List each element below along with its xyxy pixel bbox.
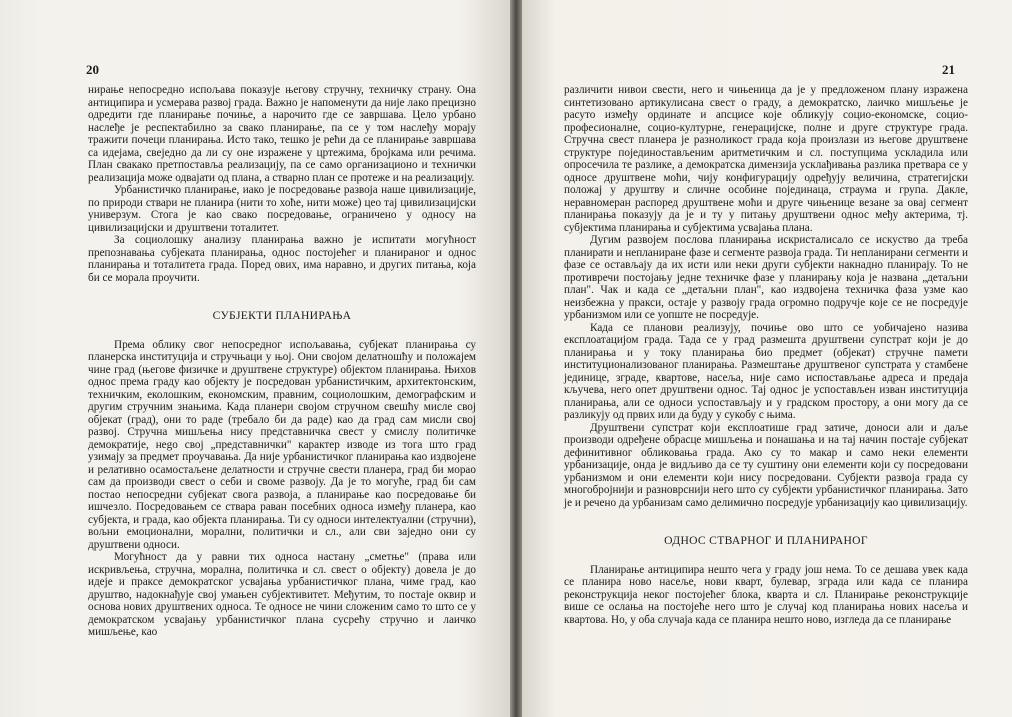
paragraph: Када се планови реализују, почиње ово што се уобичајено назива експлоатацијом града. Тада се у град размешта друштвени супстрат који је до планирања и у току планирања био предмет (објекат) стручне памети институционализованог планирања. Размештање друштвеног супстрата у стамбене јединице, зграде, квартове, насеља, није само испостављање адреса и предаја кључева, него опет друштвени однос. Тај однос је успостављен изван институција планирања, али се односи успостављају и у градском простору, а они могу да се разликују од првих или да буду у сукобу с њима.: [564, 321, 968, 421]
paragraph: Према облику свог непосредног испољавања, субјекат планирања су планерска институција и стручњаци у њој. Они својом делатношћу и положајем чине град (његове физичке и друштвене структуре) објектом планирања. Њихов однос према граду као објекту је посредован урбанистичким, архитектонским, техничким, еколошким, економским, правним, социолошким, демографским и другим стручним знањима. Када планери својом стручном свешћу мисле свој објекат (град), они то раде (требало би да раде) као да град сам мисли свој развој. Стручна мишљења нису представничка свест у смислу политичке демократије, нego свој „представнички" карактер изводе из тога што град узимају за предмет проучавања. Да није урбанистичког планирања као издвојене и релативно осамостаљене делатности и стручне свести планера, град би морао сам да производи свест о себи и своме развоју. Да је то могуће, град би сам постао непосредни субјекат свога развоја, а планирање као посредовање би ишчезло. Посредовањем се ствара раван посебних односа између планера, као субјекта, и града, као објекта планирања. Ти су односи интелектуални (стручни), вољни емоционални, морални, политички и сл., али сви заједно они су друштвени односи.: [88, 338, 476, 551]
book-gutter: [510, 0, 522, 717]
paragraph: различити нивои свести, него и чињеница да је у предложеном плану изражена синтетизовано артикулисана свест о граду, а демократско, лаичко мишљење је расуто између ординате и апсцисе које обликују социо-економске, социо-професионалне, социо-културне, генерацијске, полне и друге структуре града. Стручна свест планера је разноликост града која произлази из његове друштвене структуре појединостављеним аритметичким и сл. поступцима ускладила или опросечила те разлике, а демократска димензија усклађивања разлика претвара се у односе друштвене моћи, чију конфигурацију одређују величина, стратегијски положај у друштву и сличне особине појединаца, страума и група. Дакле, неравномеран распоред друштвене моћи и друге чињенице везане за овај сегмент планирања показују да је и ту у питању друштвени однос међу актерима, тј. субјектима планирања и субјектима усвајања плана.: [564, 84, 968, 234]
section-heading: ОДНОС СТВАРНОГ И ПЛАНИРАНОГ: [664, 534, 868, 547]
section-heading: СУБЈЕКТИ ПЛАНИРАЊА: [212, 309, 352, 322]
paragraph: Могућност да у равни тих односа настану „сметње" (права или искривљења, стручна, морална, политичка и сл. свест о објекту) довела је до идеје и праксе демократског усвајања урбанистичког плана, чиме град, као друштво, надокнађује свој умањен субјективитет. Међутим, то постаје оквир и основа нових друштвених односа. Те односе не чини сложеним само то што се у демократском усвајању урбанистичког плана сусрећу стручно и лаичко мишљење, као: [88, 551, 476, 638]
paragraph: За социолошку анализу планирања важно је испитати могућност препознавања субјеката планирања, однос постојећег и планираног и однос планирања и тоталитета града. Поред ових, има наравно, и других питања, која би се морала проучити.: [88, 234, 476, 284]
paragraph: Дугим развојем пословa планирања искристалисало се искуство да треба планирати и непланиране фазе и сегменте развоја града. Ти непланирани сегменти и фазе се остављају да их исти или неки други субјекти накнадно планирају. То не противречи постојању једне техничке фазе у планирању која је названа „детаљни план". Чак и када се „детаљни план", као издвојена техничка фаза узме као неизбежна у пракси, остаје у развоју града огромно подручје које се не посредује урбанизмом или се уопште не посредује.: [564, 234, 968, 321]
left-page-text: [88, 84, 476, 639]
right-page: [522, 0, 1012, 717]
paragraph: Урбанистичко планирање, иако је посредовање развоја наше цивилизације, по природи ствари не планира (нити то хоће, нити може) цео тај цивилизацијски универзум. Стога је као свако посредовање, ограничено у односу на цивилизацијски и друштвени тоталитет.: [88, 184, 476, 234]
page-number: 21: [942, 62, 955, 77]
right-page-text: [564, 84, 968, 626]
paragraph: Друштвени супстрат који експлоатише град затиче, доноси али и даље производи одређене обрасце мишљења и понашања и на тај начин постаје субјекат дефинитивног обликовања града. Ако су то макар и само неки елементи урбанизације, онда је видљиво да се ту суштину они елементи који су посредовани урбанизмом и они елементи који нису посредовани. Субјекти развоја града су многобројнији и разноврснији него што су субјекти урбанистичког планирања. Зато је и речено да урбанизам само делимично посредује урбанизацију као цивилизацију.: [564, 421, 968, 509]
paragraph: нирање непосредно испољава показује његову стручну, техничку страну. Она антиципира и усмерава развој града. Важно је напоменути да није лако прецизно одредити где планирање почиње, а нарочито где се завршава. Цело урбано наслеђе је респектабилно за свако планирање, па се у том наслеђу морају тражити почеци планирања. Исто тако, тешко је рећи да се планирање завршава са идејама, свеједно да ли су оне изражене у цртежима, бројкама или речима. План свакако претпоставља реализацију, па се само организационо и технички реализација може одвајати од плана, а стварно план се протеже и на реализацију.: [88, 84, 476, 184]
paragraph: Планирање антиципира нешто чега у граду још нема. То се дешава увек када се планира ново насеље, нови кварт, булевар, зграда или када се планира реконструкција неког постојећег блока, кварта и сл. Планирање реконструкције више се ослања на постојеће него што је случај код планирања нових насеља и квартова. Но, у оба случаја када се планира нешто ново, изгледа да се планирање: [564, 563, 968, 626]
page-number: 20: [86, 62, 99, 77]
